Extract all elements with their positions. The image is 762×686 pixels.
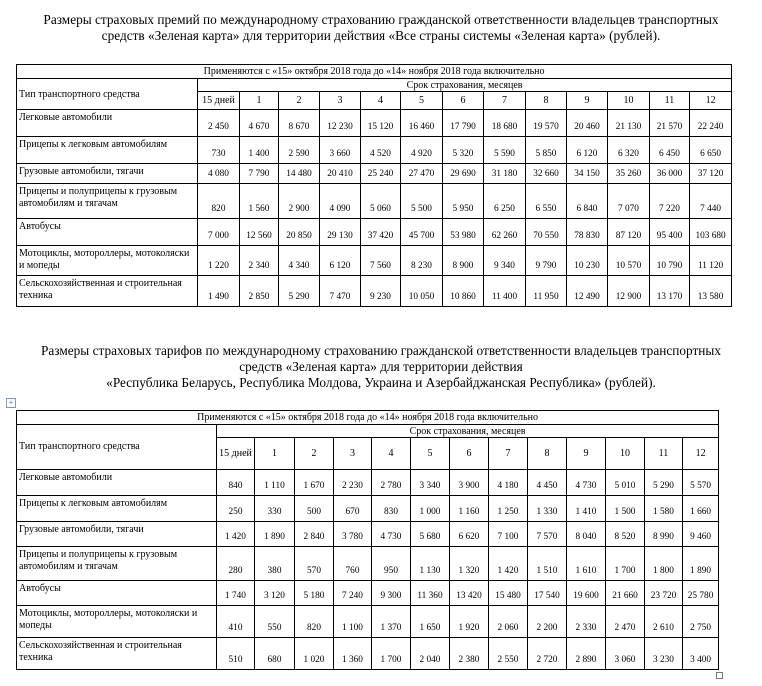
month-header-cell: 1 bbox=[240, 92, 279, 110]
table-row bbox=[17, 606, 719, 638]
premium-value-cell: 6 250 bbox=[484, 184, 526, 219]
premium-value-cell: 3 660 bbox=[320, 137, 361, 164]
premium-value-cell: 1 610 bbox=[567, 547, 606, 581]
premium-value-cell: 1 490 bbox=[198, 276, 240, 307]
premium-value-cell: 5 010 bbox=[606, 470, 645, 496]
premium-value-cell: 4 080 bbox=[198, 164, 240, 184]
premium-value-cell: 6 650 bbox=[690, 137, 732, 164]
premium-value-cell: 1 500 bbox=[606, 496, 645, 522]
premium-value-cell: 380 bbox=[255, 547, 295, 581]
premium-value-cell: 1 510 bbox=[528, 547, 567, 581]
premium-value-cell: 6 120 bbox=[567, 137, 608, 164]
month-header-cell: 12 bbox=[683, 438, 719, 470]
month-header-cell: 4 bbox=[361, 92, 401, 110]
premium-value-cell: 5 180 bbox=[295, 581, 334, 606]
vehicle-type-label: Прицепы и полуприцепы к грузовым автомобилям и тягачам bbox=[17, 184, 198, 219]
premium-value-cell: 35 260 bbox=[608, 164, 650, 184]
premium-value-cell: 32 660 bbox=[526, 164, 567, 184]
premium-value-cell: 10 860 bbox=[443, 276, 484, 307]
premium-value-cell: 53 980 bbox=[443, 219, 484, 246]
premium-value-cell: 1 130 bbox=[411, 547, 450, 581]
month-header-cell: 5 bbox=[401, 92, 443, 110]
month-header-cell: 2 bbox=[295, 438, 334, 470]
premium-value-cell: 5 570 bbox=[683, 470, 719, 496]
premium-value-cell: 1 000 bbox=[411, 496, 450, 522]
vehicle-type-label: Автобусы bbox=[17, 581, 217, 606]
premium-value-cell: 1 250 bbox=[489, 496, 528, 522]
premium-value-cell: 2 590 bbox=[279, 137, 320, 164]
premium-value-cell: 550 bbox=[255, 606, 295, 638]
premium-value-cell: 6 320 bbox=[608, 137, 650, 164]
vehicle-type-label: Грузовые автомобили, тягачи bbox=[17, 522, 217, 547]
premium-value-cell: 10 050 bbox=[401, 276, 443, 307]
premium-value-cell: 11 360 bbox=[411, 581, 450, 606]
premium-value-cell: 1 560 bbox=[240, 184, 279, 219]
premium-value-cell: 2 230 bbox=[334, 470, 372, 496]
premium-value-cell: 2 330 bbox=[567, 606, 606, 638]
premium-value-cell: 2 720 bbox=[528, 638, 567, 670]
month-header-cell: 3 bbox=[320, 92, 361, 110]
premium-value-cell: 9 300 bbox=[372, 581, 411, 606]
premium-value-cell: 2 890 bbox=[567, 638, 606, 670]
table-move-handle-icon[interactable]: + bbox=[6, 398, 16, 408]
premium-value-cell: 1 400 bbox=[240, 137, 279, 164]
premium-value-cell: 1 700 bbox=[372, 638, 411, 670]
premium-value-cell: 1 160 bbox=[450, 496, 489, 522]
premium-value-cell: 6 450 bbox=[650, 137, 690, 164]
premium-value-cell: 9 790 bbox=[526, 246, 567, 276]
premium-value-cell: 14 480 bbox=[279, 164, 320, 184]
premium-value-cell: 1 410 bbox=[567, 496, 606, 522]
premium-value-cell: 8 230 bbox=[401, 246, 443, 276]
premium-value-cell: 2 470 bbox=[606, 606, 645, 638]
premium-value-cell: 9 230 bbox=[361, 276, 401, 307]
premium-value-cell: 1 920 bbox=[450, 606, 489, 638]
premium-value-cell: 7 220 bbox=[650, 184, 690, 219]
table-row bbox=[17, 110, 732, 137]
table-row bbox=[17, 276, 732, 307]
premium-value-cell: 12 900 bbox=[608, 276, 650, 307]
tariff-table-belarus-moldova-ukraine-azerbaijan bbox=[16, 410, 719, 670]
table-row bbox=[17, 246, 732, 276]
premium-value-cell: 500 bbox=[295, 496, 334, 522]
table2-title-line3: «Республика Беларусь, Республика Молдова, Украина и Азербайджанская Республика» (рублей). bbox=[106, 375, 656, 390]
premium-value-cell: 18 680 bbox=[484, 110, 526, 137]
month-header-cell: 2 bbox=[279, 92, 320, 110]
premium-value-cell: 4 520 bbox=[361, 137, 401, 164]
month-header-cell: 1 bbox=[255, 438, 295, 470]
premium-value-cell: 13 420 bbox=[450, 581, 489, 606]
premium-value-cell: 9 340 bbox=[484, 246, 526, 276]
premium-value-cell: 5 290 bbox=[645, 470, 683, 496]
premium-value-cell: 1 740 bbox=[217, 581, 255, 606]
premium-value-cell: 7 070 bbox=[608, 184, 650, 219]
table-row bbox=[17, 547, 719, 581]
table-row bbox=[17, 219, 732, 246]
premium-value-cell: 680 bbox=[255, 638, 295, 670]
table2-type-header: Тип транспортного средства bbox=[17, 425, 217, 470]
premium-value-cell: 13 170 bbox=[650, 276, 690, 307]
month-header-cell: 8 bbox=[526, 92, 567, 110]
vehicle-type-label: Сельскохозяйственная и строительная техника bbox=[17, 638, 217, 670]
premium-value-cell: 5 950 bbox=[443, 184, 484, 219]
premium-value-cell: 4 670 bbox=[240, 110, 279, 137]
table1-period-row bbox=[17, 65, 732, 79]
month-header-cell: 10 bbox=[606, 438, 645, 470]
premium-value-cell: 7 100 bbox=[489, 522, 528, 547]
premium-value-cell: 840 bbox=[217, 470, 255, 496]
table-resize-handle-icon[interactable] bbox=[716, 672, 723, 679]
table1-body bbox=[17, 65, 732, 307]
premium-value-cell: 70 550 bbox=[526, 219, 567, 246]
table2-term-header: Срок страхования, месяцев bbox=[217, 425, 719, 438]
premium-value-cell: 87 120 bbox=[608, 219, 650, 246]
premium-value-cell: 410 bbox=[217, 606, 255, 638]
premium-value-cell: 7 470 bbox=[320, 276, 361, 307]
vehicle-type-label: Прицепы к легковым автомобилям bbox=[17, 137, 198, 164]
month-header-cell: 5 bbox=[411, 438, 450, 470]
premium-value-cell: 36 000 bbox=[650, 164, 690, 184]
premium-value-cell: 820 bbox=[295, 606, 334, 638]
premium-value-cell: 19 600 bbox=[567, 581, 606, 606]
premium-value-cell: 2 850 bbox=[240, 276, 279, 307]
month-header-cell: 11 bbox=[645, 438, 683, 470]
premium-value-cell: 5 590 bbox=[484, 137, 526, 164]
premium-value-cell: 1 670 bbox=[295, 470, 334, 496]
premium-value-cell: 7 000 bbox=[198, 219, 240, 246]
premium-value-cell: 3 400 bbox=[683, 638, 719, 670]
premium-value-cell: 2 060 bbox=[489, 606, 528, 638]
month-header-cell: 7 bbox=[489, 438, 528, 470]
premium-value-cell: 3 900 bbox=[450, 470, 489, 496]
premium-value-cell: 8 670 bbox=[279, 110, 320, 137]
premium-value-cell: 20 410 bbox=[320, 164, 361, 184]
premium-value-cell: 17 540 bbox=[528, 581, 567, 606]
premium-value-cell: 830 bbox=[372, 496, 411, 522]
month-header-cell: 12 bbox=[690, 92, 732, 110]
premium-value-cell: 11 950 bbox=[526, 276, 567, 307]
premium-value-cell: 45 700 bbox=[401, 219, 443, 246]
premium-value-cell: 10 230 bbox=[567, 246, 608, 276]
premium-value-cell: 34 150 bbox=[567, 164, 608, 184]
vehicle-type-label: Легковые автомобили bbox=[17, 110, 198, 137]
premium-value-cell: 21 570 bbox=[650, 110, 690, 137]
premium-value-cell: 730 bbox=[198, 137, 240, 164]
premium-value-cell: 7 570 bbox=[528, 522, 567, 547]
premium-value-cell: 1 890 bbox=[255, 522, 295, 547]
vehicle-type-label: Сельскохозяйственная и строительная техника bbox=[17, 276, 198, 307]
premium-value-cell: 2 340 bbox=[240, 246, 279, 276]
month-header-cell: 6 bbox=[443, 92, 484, 110]
premium-value-cell: 15 480 bbox=[489, 581, 528, 606]
premium-value-cell: 1 580 bbox=[645, 496, 683, 522]
premium-value-cell: 4 180 bbox=[489, 470, 528, 496]
premium-value-cell: 12 230 bbox=[320, 110, 361, 137]
premium-value-cell: 23 720 bbox=[645, 581, 683, 606]
premium-value-cell: 4 920 bbox=[401, 137, 443, 164]
premium-value-cell: 2 380 bbox=[450, 638, 489, 670]
premium-value-cell: 1 370 bbox=[372, 606, 411, 638]
table-row bbox=[17, 581, 719, 606]
premium-value-cell: 4 340 bbox=[279, 246, 320, 276]
premium-value-cell: 4 450 bbox=[528, 470, 567, 496]
premium-value-cell: 103 680 bbox=[690, 219, 732, 246]
month-header-cell: 8 bbox=[528, 438, 567, 470]
table2-period: Применяются с «15» октября 2018 года до «14» ноября 2018 года включительно bbox=[17, 411, 719, 425]
vehicle-type-label: Мотоциклы, мотороллеры, мотоколяски и мопеды bbox=[17, 246, 198, 276]
table2-period-row bbox=[17, 411, 719, 425]
month-header-cell: 4 bbox=[372, 438, 411, 470]
table1-period: Применяются с «15» октября 2018 года до «14» ноября 2018 года включительно bbox=[17, 65, 732, 79]
premium-value-cell: 12 560 bbox=[240, 219, 279, 246]
table1-title-line1: Размеры страховых премий по международному страхованию гражданской ответственности владельцев транспортных bbox=[43, 12, 719, 27]
premium-value-cell: 2 840 bbox=[295, 522, 334, 547]
table1-type-header: Тип транспортного средства bbox=[17, 79, 198, 110]
premium-value-cell: 19 570 bbox=[526, 110, 567, 137]
premium-value-cell: 950 bbox=[372, 547, 411, 581]
premium-value-cell: 10 790 bbox=[650, 246, 690, 276]
premium-value-cell: 4 090 bbox=[320, 184, 361, 219]
premium-value-cell: 2 200 bbox=[528, 606, 567, 638]
premium-value-cell: 7 560 bbox=[361, 246, 401, 276]
premium-value-cell: 21 130 bbox=[608, 110, 650, 137]
premium-value-cell: 1 320 bbox=[450, 547, 489, 581]
premium-value-cell: 11 120 bbox=[690, 246, 732, 276]
premium-value-cell: 7 240 bbox=[334, 581, 372, 606]
table-row bbox=[17, 137, 732, 164]
table-row bbox=[17, 184, 732, 219]
month-header-cell: 3 bbox=[334, 438, 372, 470]
vehicle-type-label: Мотоциклы, мотороллеры, мотоколяски и мопеды bbox=[17, 606, 217, 638]
premium-value-cell: 37 420 bbox=[361, 219, 401, 246]
premium-value-cell: 5 500 bbox=[401, 184, 443, 219]
premium-value-cell: 8 520 bbox=[606, 522, 645, 547]
premium-value-cell: 570 bbox=[295, 547, 334, 581]
premium-value-cell: 95 400 bbox=[650, 219, 690, 246]
table2-title-line2: средств «Зеленая карта» для территории действия bbox=[239, 359, 523, 374]
premium-value-cell: 3 780 bbox=[334, 522, 372, 547]
premium-value-cell: 20 850 bbox=[279, 219, 320, 246]
table-row bbox=[17, 164, 732, 184]
premium-value-cell: 12 490 bbox=[567, 276, 608, 307]
month-header-cell: 15 дней bbox=[198, 92, 240, 110]
premium-value-cell: 4 730 bbox=[567, 470, 606, 496]
premium-value-cell: 1 020 bbox=[295, 638, 334, 670]
premium-value-cell: 16 460 bbox=[401, 110, 443, 137]
table-row bbox=[17, 470, 719, 496]
premium-value-cell: 1 660 bbox=[683, 496, 719, 522]
premium-value-cell: 6 840 bbox=[567, 184, 608, 219]
premium-value-cell: 280 bbox=[217, 547, 255, 581]
premium-value-cell: 2 450 bbox=[198, 110, 240, 137]
premium-value-cell: 1 110 bbox=[255, 470, 295, 496]
premium-value-cell: 29 130 bbox=[320, 219, 361, 246]
premium-value-cell: 5 850 bbox=[526, 137, 567, 164]
premium-value-cell: 1 420 bbox=[489, 547, 528, 581]
premium-value-cell: 2 550 bbox=[489, 638, 528, 670]
premium-value-cell: 330 bbox=[255, 496, 295, 522]
month-header-cell: 15 дней bbox=[217, 438, 255, 470]
premium-value-cell: 9 460 bbox=[683, 522, 719, 547]
premium-value-cell: 1 100 bbox=[334, 606, 372, 638]
premium-value-cell: 8 900 bbox=[443, 246, 484, 276]
premium-value-cell: 29 690 bbox=[443, 164, 484, 184]
month-header-cell: 9 bbox=[567, 92, 608, 110]
table-row bbox=[17, 496, 719, 522]
premium-value-cell: 13 580 bbox=[690, 276, 732, 307]
premium-value-cell: 510 bbox=[217, 638, 255, 670]
vehicle-type-label: Прицепы и полуприцепы к грузовым автомобилям и тягачам bbox=[17, 547, 217, 581]
premium-value-cell: 31 180 bbox=[484, 164, 526, 184]
premium-value-cell: 1 220 bbox=[198, 246, 240, 276]
premium-value-cell: 62 260 bbox=[484, 219, 526, 246]
premium-value-cell: 5 320 bbox=[443, 137, 484, 164]
month-header-cell: 6 bbox=[450, 438, 489, 470]
premium-value-cell: 6 620 bbox=[450, 522, 489, 547]
premium-value-cell: 1 420 bbox=[217, 522, 255, 547]
premium-value-cell: 20 460 bbox=[567, 110, 608, 137]
vehicle-type-label: Легковые автомобили bbox=[17, 470, 217, 496]
premium-value-cell: 7 790 bbox=[240, 164, 279, 184]
premium-value-cell: 21 660 bbox=[606, 581, 645, 606]
vehicle-type-label: Грузовые автомобили, тягачи bbox=[17, 164, 198, 184]
premium-value-cell: 4 730 bbox=[372, 522, 411, 547]
premium-value-cell: 1 330 bbox=[528, 496, 567, 522]
premium-value-cell: 1 360 bbox=[334, 638, 372, 670]
table-row bbox=[17, 522, 719, 547]
premium-value-cell: 3 060 bbox=[606, 638, 645, 670]
premium-value-cell: 22 240 bbox=[690, 110, 732, 137]
premium-value-cell: 3 230 bbox=[645, 638, 683, 670]
table2-heading bbox=[0, 343, 762, 391]
premium-value-cell: 27 470 bbox=[401, 164, 443, 184]
vehicle-type-label: Автобусы bbox=[17, 219, 198, 246]
premium-value-cell: 8 040 bbox=[567, 522, 606, 547]
table-row bbox=[17, 638, 719, 670]
premium-value-cell: 2 900 bbox=[279, 184, 320, 219]
premium-value-cell: 2 610 bbox=[645, 606, 683, 638]
premium-value-cell: 8 990 bbox=[645, 522, 683, 547]
premium-value-cell: 1 800 bbox=[645, 547, 683, 581]
premium-value-cell: 17 790 bbox=[443, 110, 484, 137]
table1-term-header: Срок страхования, месяцев bbox=[198, 79, 732, 92]
premium-value-cell: 78 830 bbox=[567, 219, 608, 246]
premium-value-cell: 15 120 bbox=[361, 110, 401, 137]
premium-value-cell: 2 040 bbox=[411, 638, 450, 670]
premium-value-cell: 820 bbox=[198, 184, 240, 219]
premium-value-cell: 670 bbox=[334, 496, 372, 522]
vehicle-type-label: Прицепы к легковым автомобилям bbox=[17, 496, 217, 522]
premium-value-cell: 25 240 bbox=[361, 164, 401, 184]
premium-value-cell: 250 bbox=[217, 496, 255, 522]
premium-value-cell: 3 340 bbox=[411, 470, 450, 496]
premium-value-cell: 1 890 bbox=[683, 547, 719, 581]
month-header-cell: 11 bbox=[650, 92, 690, 110]
month-header-cell: 7 bbox=[484, 92, 526, 110]
premium-value-cell: 37 120 bbox=[690, 164, 732, 184]
premium-table-all-countries bbox=[16, 64, 732, 307]
premium-value-cell: 25 780 bbox=[683, 581, 719, 606]
premium-value-cell: 2 780 bbox=[372, 470, 411, 496]
premium-value-cell: 10 570 bbox=[608, 246, 650, 276]
premium-value-cell: 5 060 bbox=[361, 184, 401, 219]
table2-title-line1: Размеры страховых тарифов по международному страхованию гражданской ответственности владельцев транспортных bbox=[40, 343, 721, 358]
premium-value-cell: 3 120 bbox=[255, 581, 295, 606]
premium-value-cell: 6 120 bbox=[320, 246, 361, 276]
table2-body bbox=[17, 411, 719, 670]
table1-title-line2: средств «Зеленая карта» для территории действия «Все страны системы «Зеленая карта» (рублей). bbox=[101, 28, 661, 43]
table1-heading bbox=[0, 12, 762, 44]
premium-value-cell: 2 750 bbox=[683, 606, 719, 638]
premium-value-cell: 11 400 bbox=[484, 276, 526, 307]
premium-value-cell: 760 bbox=[334, 547, 372, 581]
premium-value-cell: 5 290 bbox=[279, 276, 320, 307]
month-header-cell: 9 bbox=[567, 438, 606, 470]
premium-value-cell: 7 440 bbox=[690, 184, 732, 219]
premium-value-cell: 1 650 bbox=[411, 606, 450, 638]
premium-value-cell: 1 700 bbox=[606, 547, 645, 581]
month-header-cell: 10 bbox=[608, 92, 650, 110]
premium-value-cell: 6 550 bbox=[526, 184, 567, 219]
premium-value-cell: 5 680 bbox=[411, 522, 450, 547]
